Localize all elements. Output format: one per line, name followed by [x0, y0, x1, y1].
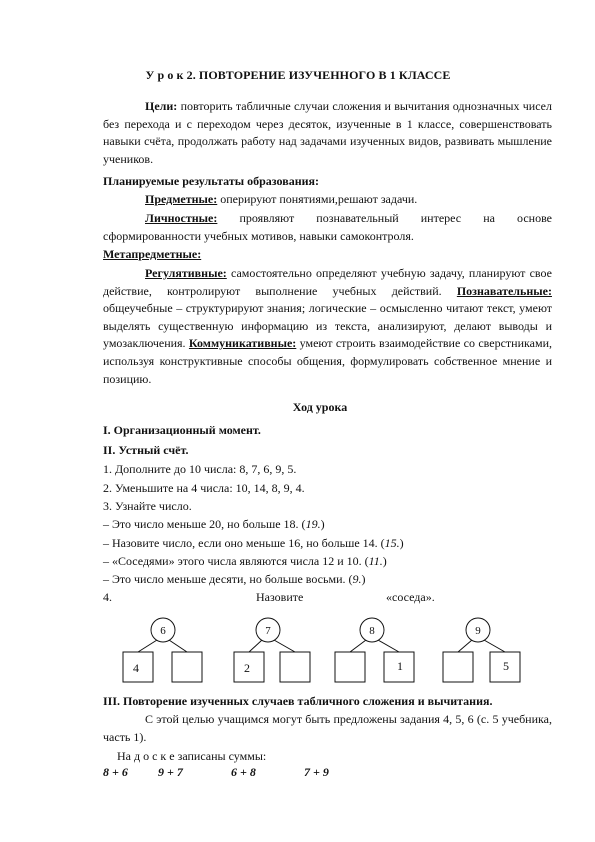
diagram-2-left-link — [249, 640, 262, 652]
sum-4: 7 + 9 — [304, 765, 329, 779]
riddle-2 — [103, 535, 404, 553]
riddle-4 — [103, 571, 366, 589]
diagram-3-circle-number: 8 — [369, 625, 375, 637]
section-3-paragraph: С этой целью учащимся могут быть предложены задания 4, 5, 6 (с. 5 учебника, часть 1). — [103, 712, 552, 744]
diagram-1-left-number: 4 — [133, 661, 139, 675]
diagram-1-left-link — [138, 640, 157, 652]
diagram-1-right-box — [172, 652, 202, 682]
section-2-heading: II. Устный счёт. — [103, 443, 189, 457]
diagram-3-right-number: 1 — [397, 659, 403, 673]
diagram-3-right-link — [378, 640, 399, 652]
personal-paragraph — [103, 210, 552, 245]
riddle-3-text: – «Соседями» этого числа являются числа 12 и 10. ( — [103, 554, 369, 568]
riddle-1-answer: 19. — [305, 517, 321, 531]
riddle-2-text: – Назовите число, если оно меньше 16, но больше 14. ( — [103, 536, 385, 550]
diagram-2-circle-number: 7 — [265, 625, 271, 637]
diagram-2-right-link — [274, 640, 295, 652]
riddle-1-close: ) — [320, 517, 325, 531]
diagram-1-right-link — [169, 640, 187, 652]
sums-row — [103, 764, 364, 782]
riddle-2-answer: 15. — [384, 536, 400, 550]
meta-heading: Метапредметные: — [103, 247, 202, 261]
personal-text: проявляют познавательный интерес на основе сформированности учебных мотивов, навыки самоконтроля. — [103, 211, 552, 243]
diagram-1-circle-number: 6 — [160, 625, 166, 637]
goals-label: Цели: — [145, 99, 178, 113]
personal-label: Личностные: — [145, 211, 218, 225]
number-composition-diagrams — [0, 612, 595, 702]
task-4-word-1: Назовите — [256, 590, 304, 604]
diagram-2-right-box — [280, 652, 310, 682]
subject-label: Предметные: — [145, 192, 218, 206]
regulatory-paragraph — [103, 265, 552, 388]
goals-text: повторить табличные случаи сложения и вычитания однозначных чисел без перехода и с переходом через десяток, изученные в 1 классе, совершенствовать навыки счёта, продолжать работу над задачами изученных видов, развивать мышление учеников. — [103, 99, 552, 166]
riddle-4-answer: 9. — [352, 572, 362, 586]
task-4-number: 4. — [103, 590, 112, 604]
task-2: 2. Уменьшите на 4 числа: 10, 14, 8, 9, 4. — [103, 481, 305, 495]
riddle-3-close: ) — [382, 554, 387, 568]
subject-paragraph — [103, 191, 552, 209]
subject-text: оперируют понятиями,решают задачи. — [217, 192, 418, 206]
diagram-2-left-number: 2 — [244, 661, 250, 675]
task-4-word-2: «соседа». — [386, 590, 435, 604]
diagram-4-left-box — [443, 652, 473, 682]
lesson-course-heading: Ход урока — [292, 400, 348, 414]
section-1-heading: I. Организационный момент. — [103, 423, 261, 437]
diagram-3-left-link — [350, 640, 366, 652]
regulatory-text: самостоятельно определяют учебную задачу, планируют свое действие, контролируют выполнение учебных действий. — [103, 266, 552, 298]
diagram-4-circle-number: 9 — [475, 625, 481, 637]
riddle-3 — [103, 553, 387, 571]
communicative-label: Коммуникативные: — [188, 336, 297, 351]
goals-paragraph — [103, 98, 552, 168]
diagram-4-left-link — [458, 640, 472, 652]
sum-3: 6 + 8 — [231, 765, 256, 779]
task-3: 3. Узнайте число. — [103, 499, 192, 513]
planned-results-heading: Планируемые результаты образования: — [103, 174, 320, 188]
task-1: 1. Дополните до 10 числа: 8, 7, 6, 9, 5. — [103, 462, 297, 476]
board-text: На д о с к е записаны суммы: — [117, 749, 267, 763]
riddle-1 — [103, 516, 325, 534]
cognitive-label: Познавательные: — [456, 283, 552, 298]
riddle-1-text: – Это число меньше 20, но больше 18. ( — [103, 517, 306, 531]
diagram-4-right-number: 5 — [503, 659, 509, 673]
section-3-heading: III. Повторение изученных случаев табличного сложения и вычитания. — [103, 694, 493, 708]
riddle-4-close: ) — [361, 572, 366, 586]
diagram-4-right-link — [484, 640, 505, 652]
communicative-text: умеют строить взаимодействие со сверстниками, используя конструктивные способы общения, формулировать собственное мнение и позицию. — [103, 336, 552, 386]
sum-2: 9 + 7 — [158, 765, 183, 779]
sum-1: 8 + 6 — [103, 765, 128, 779]
riddle-4-text: – Это число меньше десяти, но больше восьми. ( — [103, 572, 353, 586]
riddle-2-close: ) — [399, 536, 404, 550]
lesson-title: У р о к 2. ПОВТОРЕНИЕ ИЗУЧЕННОГО В 1 КЛАССЕ — [145, 68, 451, 82]
regulatory-label: Регулятивные: — [145, 266, 227, 280]
diagram-3-left-box — [335, 652, 365, 682]
cognitive-text: общеучебные – структурируют знания; логические – осмысленно читают текст, умеют выделять существенную информацию из текста, анализируют, делают выводы и умозаключения. — [103, 301, 552, 351]
riddle-3-answer: 11. — [368, 554, 383, 568]
